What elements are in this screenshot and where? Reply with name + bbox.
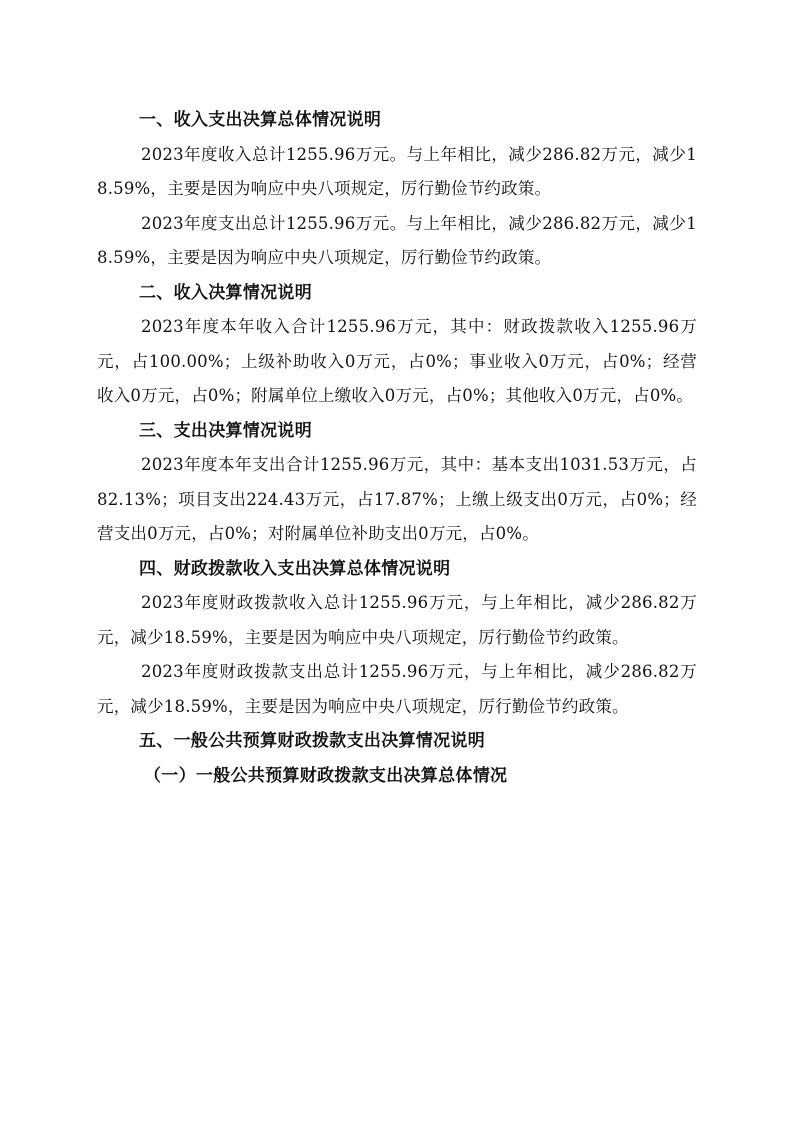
- section-1-heading: 一、收入支出决算总体情况说明: [139, 110, 382, 130]
- section-4-heading: 四、财政拨款收入支出决算总体情况说明: [139, 558, 451, 579]
- section-1-paragraph-income: 2023年度收入总计1255.96万元。与上年相比，减少286.82万元，减少18.59%，主要是因为响应中央八项规定，厉行勤俭节约政策。: [97, 144, 697, 198]
- section-5-sub-heading: （一）一般公共预算财政拨款支出决算总体情况: [144, 765, 508, 786]
- section-1-paragraph-expense: 2023年度支出总计1255.96万元。与上年相比，减少286.82万元，减少18.59%，主要是因为响应中央八项规定，厉行勤俭节约政策。: [97, 213, 697, 267]
- document-body: [97, 103, 697, 793]
- section-2-paragraph: 2023年度本年收入合计1255.96万元，其中：财政拨款收入1255.96万元，占100.00%；上级补助收入0万元，占0%；事业收入0万元，占0%；经营收入0万元，占0%；附属单位上缴收入0万元，占0%；其他收入0万元，占0%。: [97, 317, 697, 405]
- section-4-paragraph-expense: 2023年度财政拨款支出总计1255.96万元，与上年相比，减少286.82万元，减少18.59%，主要是因为响应中央八项规定，厉行勤俭节约政策。: [97, 662, 697, 716]
- section-3-paragraph: 2023年度本年支出合计1255.96万元，其中：基本支出1031.53万元，占82.13%；项目支出224.43万元，占17.87%；上缴上级支出0万元，占0%；经营支出0万元，占0%；对附属单位补助支出0万元，占0%。: [97, 455, 697, 543]
- section-3-heading: 三、支出决算情况说明: [139, 420, 312, 441]
- section-5-heading: 五、一般公共预算财政拨款支出决算情况说明: [139, 731, 485, 751]
- section-4-paragraph-income: 2023年度财政拨款收入总计1255.96万元，与上年相比，减少286.82万元，减少18.59%，主要是因为响应中央八项规定，厉行勤俭节约政策。: [97, 593, 697, 647]
- section-2-heading: 二、收入决算情况说明: [139, 282, 312, 303]
